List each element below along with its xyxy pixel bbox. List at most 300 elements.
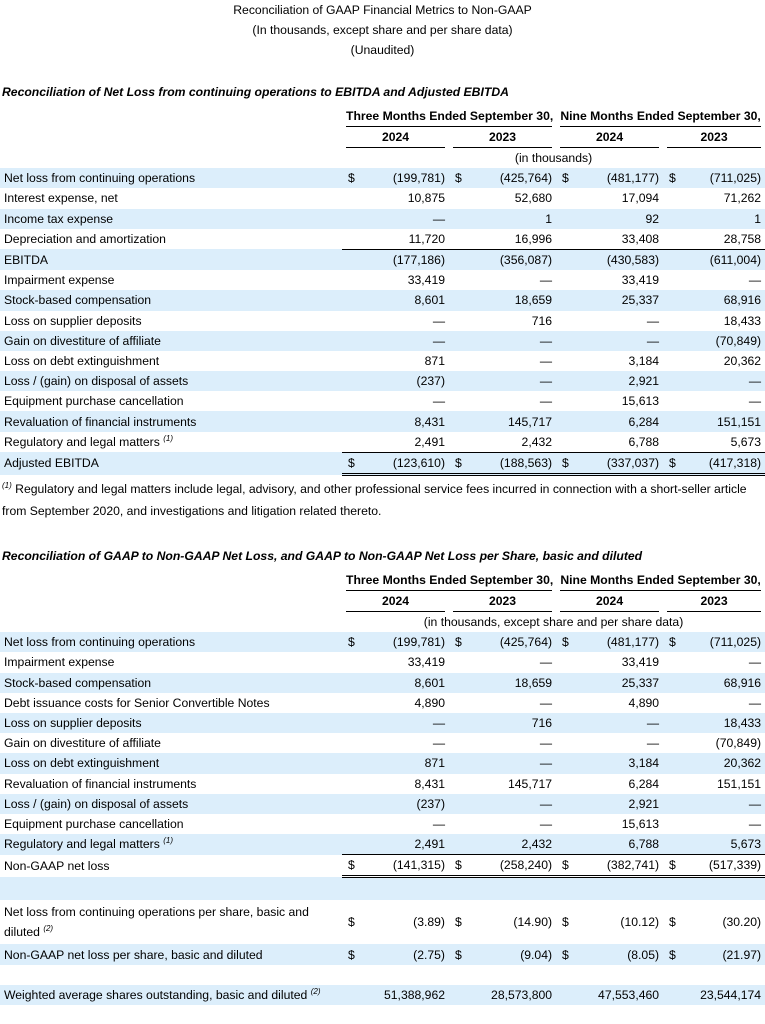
- cell-value: 4,890: [414, 695, 445, 710]
- cell-value: 871: [356, 753, 449, 773]
- currency-symbol: [449, 733, 463, 753]
- currency-symbol: [449, 432, 463, 453]
- currency-symbol: [342, 270, 356, 290]
- currency-symbol: $: [663, 452, 677, 474]
- row-label: Depreciation and amortization: [4, 232, 166, 247]
- currency-symbol: [342, 371, 356, 391]
- cell-value: —: [646, 313, 660, 328]
- currency-symbol: [663, 411, 677, 431]
- cell-value: —: [748, 273, 762, 288]
- table-row: [0, 249, 765, 270]
- currency-symbol: $: [342, 632, 356, 652]
- currency-symbol: [556, 249, 570, 270]
- year-header: 2023: [453, 591, 552, 612]
- currency-symbol: [449, 188, 463, 208]
- row-label: Revaluation of financial instruments: [0, 411, 342, 431]
- cell-value: 52,680: [514, 191, 553, 206]
- currency-symbol: $: [663, 855, 677, 877]
- cell-value: (8.05): [570, 944, 663, 964]
- currency-symbol: $: [348, 915, 355, 930]
- currency-symbol: [449, 229, 463, 250]
- cell-value: 2,921: [570, 794, 663, 814]
- currency-symbol: [663, 290, 677, 310]
- table-row: [0, 693, 765, 713]
- currency-symbol: [342, 432, 356, 453]
- cell-value: 92: [570, 209, 663, 229]
- currency-symbol: $: [556, 944, 570, 964]
- currency-symbol: [663, 432, 677, 453]
- currency-symbol: $: [455, 915, 462, 930]
- currency-symbol: [449, 814, 463, 834]
- cell-value: 16,996: [463, 229, 556, 250]
- currency-symbol: $: [342, 452, 356, 474]
- currency-symbol: [556, 834, 570, 855]
- cell-value: 5,673: [677, 834, 765, 855]
- currency-symbol: [342, 814, 356, 834]
- row-label: Regulatory and legal matters $^{(1)}$: [0, 834, 342, 855]
- table-row: [0, 311, 765, 331]
- cell-value: (70,849): [715, 736, 762, 751]
- units-row: [0, 148, 765, 168]
- cell-value: (21.97): [677, 944, 765, 964]
- three-months-header: Three Months Ended September 30,: [346, 570, 552, 591]
- cell-value: —: [539, 353, 553, 368]
- currency-symbol: [663, 311, 677, 331]
- currency-symbol: [342, 331, 356, 351]
- currency-symbol: [556, 652, 570, 672]
- cell-value: —: [356, 331, 449, 351]
- cell-value: (711,025): [677, 168, 765, 188]
- cell-value: (123,610): [356, 452, 449, 474]
- table-row: [0, 814, 765, 834]
- cell-value: 18,433: [677, 713, 765, 733]
- cell-value: (3.89): [413, 915, 445, 930]
- table-row: [0, 229, 765, 250]
- currency-symbol: [342, 693, 356, 713]
- currency-symbol: [342, 229, 356, 250]
- row-label: Stock-based compensation: [0, 290, 342, 310]
- row-label: Gain on divestiture of affiliate: [0, 331, 342, 351]
- table-row: [0, 855, 765, 877]
- cell-value: (481,177): [570, 168, 663, 188]
- table-row: [0, 391, 765, 411]
- cell-value: 6,284: [628, 776, 660, 791]
- cell-value: 18,659: [463, 290, 556, 310]
- cell-value: (9.04): [463, 944, 556, 964]
- cell-value: 25,337: [570, 673, 663, 693]
- cell-value: 1: [463, 209, 556, 229]
- currency-symbol: [556, 331, 570, 351]
- cell-value: 3,184: [570, 753, 663, 773]
- cell-value: 871: [424, 353, 445, 368]
- cell-value: 18,659: [463, 673, 556, 693]
- currency-symbol: [342, 391, 356, 411]
- currency-symbol: [449, 331, 463, 351]
- currency-symbol: [449, 753, 463, 773]
- cell-value: —: [677, 794, 765, 814]
- currency-symbol: $: [449, 632, 463, 652]
- period-header-row: [0, 570, 765, 591]
- row-label: Weighted average shares outstanding, basic and diluted $^{(2)}$: [0, 985, 342, 1005]
- spacer-row: [0, 965, 765, 985]
- currency-symbol: [342, 753, 356, 773]
- row-label: Impairment expense: [4, 273, 115, 288]
- row-label: Equipment purchase cancellation: [4, 816, 184, 831]
- cell-value: (199,781): [356, 632, 449, 652]
- cell-value: —: [646, 736, 660, 751]
- row-label: Adjusted EBITDA: [0, 452, 342, 474]
- currency-symbol: $: [556, 632, 570, 652]
- currency-symbol: [663, 391, 677, 411]
- cell-value: 20,362: [677, 753, 765, 773]
- table-row: [0, 351, 765, 371]
- cell-value: 33,408: [570, 229, 663, 250]
- currency-symbol: $: [663, 944, 677, 964]
- currency-symbol: [556, 673, 570, 693]
- cell-value: 11,720: [356, 229, 449, 250]
- cell-value: —: [432, 736, 445, 751]
- cell-value: 17,094: [621, 191, 660, 206]
- table-row: [0, 944, 765, 964]
- cell-value: —: [677, 371, 765, 391]
- report-title: Reconciliation of GAAP Financial Metrics to Non-GAAP: [233, 3, 532, 17]
- cell-value: (2.75): [356, 944, 449, 964]
- row-label: Net loss from continuing operations: [0, 632, 342, 652]
- currency-symbol: $: [556, 855, 570, 877]
- row-label: Regulatory and legal matters $^{(1)}$: [4, 433, 173, 449]
- table1-title: Reconciliation of Net Loss from continuing operations to EBITDA and Adjusted EBITDA: [2, 85, 509, 99]
- cell-value: 4,890: [628, 695, 660, 710]
- year-header: 2024: [560, 127, 659, 148]
- cell-value: 33,419: [621, 273, 660, 288]
- cell-value: 151,151: [717, 776, 762, 791]
- cell-value: (481,177): [570, 632, 663, 652]
- cell-value: —: [748, 816, 762, 831]
- cell-value: 33,419: [621, 655, 660, 670]
- year-header: 2024: [346, 127, 445, 148]
- cell-value: 18,433: [723, 313, 762, 328]
- cell-value: 28,758: [677, 229, 765, 250]
- table-row: [0, 411, 765, 431]
- cell-value: (70,849): [677, 331, 765, 351]
- currency-symbol: [342, 209, 356, 229]
- row-label: Income tax expense: [0, 209, 342, 229]
- currency-symbol: [663, 814, 677, 834]
- currency-symbol: [556, 311, 570, 331]
- cell-value: 68,916: [677, 673, 765, 693]
- currency-symbol: $: [556, 168, 570, 188]
- row-label: Loss / (gain) on disposal of assets: [0, 371, 342, 391]
- cell-value: 2,432: [463, 834, 556, 855]
- cell-value: —: [463, 331, 556, 351]
- cell-value: 15,613: [621, 394, 660, 409]
- currency-symbol: [556, 229, 570, 250]
- cell-value: (337,037): [570, 452, 663, 474]
- currency-symbol: [449, 652, 463, 672]
- cell-value: —: [539, 655, 553, 670]
- cell-value: 51,388,962: [356, 985, 449, 1005]
- cell-value: 1: [677, 209, 765, 229]
- cell-value: —: [356, 713, 449, 733]
- units-row: [0, 612, 765, 632]
- row-label: Net loss from continuing operations: [0, 168, 342, 188]
- table-row: [0, 753, 765, 773]
- currency-symbol: [449, 371, 463, 391]
- cell-value: —: [539, 273, 553, 288]
- cell-value: —: [748, 695, 762, 710]
- cell-value: (14.90): [513, 915, 553, 930]
- cell-value: 6,788: [628, 434, 660, 449]
- cell-value: (237): [356, 794, 449, 814]
- row-label: Interest expense, net: [4, 191, 118, 206]
- table-row: [0, 371, 765, 391]
- currency-symbol: $: [449, 452, 463, 474]
- spacer-row: [0, 877, 765, 901]
- currency-symbol: [556, 411, 570, 431]
- currency-symbol: [663, 774, 677, 794]
- currency-symbol: [556, 753, 570, 773]
- table-row: [0, 900, 765, 944]
- currency-symbol: [556, 188, 570, 208]
- currency-symbol: [663, 209, 677, 229]
- cell-value: 3,184: [628, 353, 660, 368]
- ebitda-table: [0, 106, 765, 476]
- report-header: [0, 0, 765, 60]
- currency-symbol: [342, 652, 356, 672]
- row-label: Non-GAAP net loss: [4, 858, 110, 873]
- cell-value: —: [356, 209, 449, 229]
- currency-symbol: [449, 693, 463, 713]
- currency-symbol: [663, 652, 677, 672]
- unaudited-label: (Unaudited): [350, 43, 415, 57]
- currency-symbol: [663, 270, 677, 290]
- table-row: [0, 713, 765, 733]
- currency-symbol: $: [449, 855, 463, 877]
- cell-value: —: [432, 313, 445, 328]
- cell-value: —: [432, 394, 445, 409]
- table-row: [0, 632, 765, 652]
- cell-value: 6,284: [570, 411, 663, 431]
- currency-symbol: $: [669, 915, 676, 930]
- cell-value: —: [432, 816, 445, 831]
- currency-symbol: [342, 673, 356, 693]
- cell-value: 145,717: [507, 776, 553, 791]
- cell-value: —: [539, 816, 553, 831]
- currency-symbol: [449, 774, 463, 794]
- units-label: (in thousands): [514, 151, 593, 166]
- cell-value: (188,563): [463, 452, 556, 474]
- currency-symbol: $: [342, 855, 356, 877]
- year-header-row: [0, 127, 765, 148]
- cell-value: 5,673: [730, 434, 762, 449]
- currency-symbol: [663, 351, 677, 371]
- currency-symbol: [449, 209, 463, 229]
- cell-value: (711,025): [677, 632, 765, 652]
- cell-value: —: [539, 736, 553, 751]
- cell-value: 8,601: [356, 673, 449, 693]
- currency-symbol: [556, 391, 570, 411]
- cell-value: 47,553,460: [570, 985, 663, 1005]
- cell-value: (382,741): [570, 855, 663, 877]
- currency-symbol: [449, 391, 463, 411]
- currency-symbol: [663, 794, 677, 814]
- table-row: [0, 270, 765, 290]
- cell-value: 716: [463, 713, 556, 733]
- table-row: [0, 774, 765, 794]
- cell-value: (30.20): [722, 915, 762, 930]
- currency-symbol: [663, 753, 677, 773]
- cell-value: (10.12): [620, 915, 660, 930]
- table-row: [0, 652, 765, 672]
- cell-value: —: [748, 655, 762, 670]
- row-label: Impairment expense: [4, 655, 115, 670]
- cell-value: —: [463, 371, 556, 391]
- currency-symbol: [342, 411, 356, 431]
- cell-value: 68,916: [677, 290, 765, 310]
- table-row: [0, 985, 765, 1005]
- currency-symbol: [556, 209, 570, 229]
- currency-symbol: $: [562, 915, 569, 930]
- cell-value: 20,362: [723, 353, 762, 368]
- row-label: Debt issuance costs for Senior Convertible Notes: [4, 695, 270, 710]
- currency-symbol: $: [342, 944, 356, 964]
- nine-months-header: Nine Months Ended September 30,: [560, 570, 761, 591]
- cell-value: 6,788: [570, 834, 663, 855]
- currency-symbol: [556, 814, 570, 834]
- currency-symbol: $: [449, 168, 463, 188]
- currency-symbol: [556, 432, 570, 453]
- table-row: [0, 673, 765, 693]
- currency-symbol: [449, 411, 463, 431]
- table-row: [0, 733, 765, 753]
- cell-value: 71,262: [723, 191, 762, 206]
- cell-value: —: [570, 331, 663, 351]
- table-row: [0, 290, 765, 310]
- row-label: Equipment purchase cancellation: [4, 394, 184, 409]
- cell-value: 15,613: [621, 816, 660, 831]
- currency-symbol: [663, 249, 677, 270]
- row-label: Net loss from continuing operations per share, basic and diluted $^{(2)}$: [4, 905, 309, 940]
- currency-symbol: [449, 834, 463, 855]
- cell-value: 8,431: [356, 411, 449, 431]
- row-label: Loss / (gain) on disposal of assets: [0, 794, 342, 814]
- cell-value: —: [748, 394, 762, 409]
- cell-value: —: [539, 695, 553, 710]
- currency-symbol: [449, 713, 463, 733]
- cell-value: 10,875: [407, 191, 445, 206]
- currency-symbol: [342, 834, 356, 855]
- currency-symbol: [556, 733, 570, 753]
- cell-value: 28,573,800: [463, 985, 556, 1005]
- cell-value: 33,419: [407, 273, 445, 288]
- cell-value: 8,601: [356, 290, 449, 310]
- year-header: 2023: [453, 127, 552, 148]
- cell-value: —: [463, 794, 556, 814]
- currency-symbol: [663, 229, 677, 250]
- cell-value: (430,583): [570, 249, 663, 270]
- year-header: 2023: [667, 127, 761, 148]
- currency-symbol: [342, 249, 356, 270]
- currency-symbol: [663, 331, 677, 351]
- currency-symbol: [556, 713, 570, 733]
- cell-value: 2,432: [521, 434, 553, 449]
- currency-symbol: [663, 713, 677, 733]
- currency-symbol: $: [556, 452, 570, 474]
- year-header: 2023: [667, 591, 761, 612]
- table-row: [0, 834, 765, 855]
- currency-symbol: [342, 733, 356, 753]
- row-label: Non-GAAP net loss per share, basic and diluted: [0, 944, 342, 964]
- currency-symbol: [342, 774, 356, 794]
- cell-value: (258,240): [463, 855, 556, 877]
- cell-value: 716: [531, 313, 553, 328]
- currency-symbol: [556, 693, 570, 713]
- currency-symbol: [449, 673, 463, 693]
- year-header: 2024: [346, 591, 445, 612]
- currency-symbol: $: [663, 632, 677, 652]
- currency-symbol: [663, 673, 677, 693]
- cell-value: (611,004): [677, 249, 765, 270]
- cell-value: 145,717: [463, 411, 556, 431]
- cell-value: —: [570, 713, 663, 733]
- row-label: EBITDA: [0, 249, 342, 270]
- currency-symbol: [449, 249, 463, 270]
- currency-symbol: [556, 351, 570, 371]
- cell-value: (199,781): [356, 168, 449, 188]
- cell-value: 151,151: [677, 411, 765, 431]
- table2-title: Reconciliation of GAAP to Non-GAAP Net Loss, and GAAP to Non-GAAP Net Loss per Share, basic and diluted: [2, 549, 643, 563]
- currency-symbol: [449, 311, 463, 331]
- row-label: Revaluation of financial instruments: [4, 776, 197, 791]
- cell-value: —: [463, 753, 556, 773]
- row-label: Loss on supplier deposits: [0, 713, 342, 733]
- cell-value: (356,087): [463, 249, 556, 270]
- cell-value: 8,431: [414, 776, 445, 791]
- currency-symbol: [663, 371, 677, 391]
- currency-symbol: [556, 371, 570, 391]
- units-label: (in thousands, except share and per share data): [423, 615, 684, 630]
- three-months-header: Three Months Ended September 30,: [346, 106, 552, 127]
- cell-value: 2,491: [414, 434, 445, 449]
- currency-symbol: [342, 311, 356, 331]
- row-label: Loss on debt extinguishment: [0, 753, 342, 773]
- table-row: [0, 331, 765, 351]
- nine-months-header: Nine Months Ended September 30,: [560, 106, 761, 127]
- table-row: [0, 209, 765, 229]
- currency-symbol: $: [342, 168, 356, 188]
- cell-value: 2,921: [570, 371, 663, 391]
- footnote-1: $^{(1)}$ Regulatory and legal matters include legal, advisory, and other professional service fees incurred in connection with a short-seller article from September 2020, and investigations and litigation related thereto.: [2, 480, 747, 518]
- currency-symbol: [663, 693, 677, 713]
- currency-symbol: [556, 794, 570, 814]
- row-label: Gain on divestiture of affiliate: [4, 736, 161, 751]
- net-loss-table: [0, 570, 765, 1005]
- currency-symbol: [342, 351, 356, 371]
- cell-value: 2,491: [356, 834, 449, 855]
- row-label: Loss on debt extinguishment: [4, 353, 160, 368]
- report-subtitle: (In thousands, except share and per share data): [252, 23, 513, 37]
- cell-value: —: [539, 394, 553, 409]
- cell-value: (237): [356, 371, 449, 391]
- currency-symbol: [342, 713, 356, 733]
- currency-symbol: $: [663, 168, 677, 188]
- currency-symbol: [449, 290, 463, 310]
- cell-value: (425,764): [463, 168, 556, 188]
- table-row: [0, 188, 765, 208]
- cell-value: (141,315): [356, 855, 449, 877]
- currency-symbol: [556, 774, 570, 794]
- currency-symbol: [663, 188, 677, 208]
